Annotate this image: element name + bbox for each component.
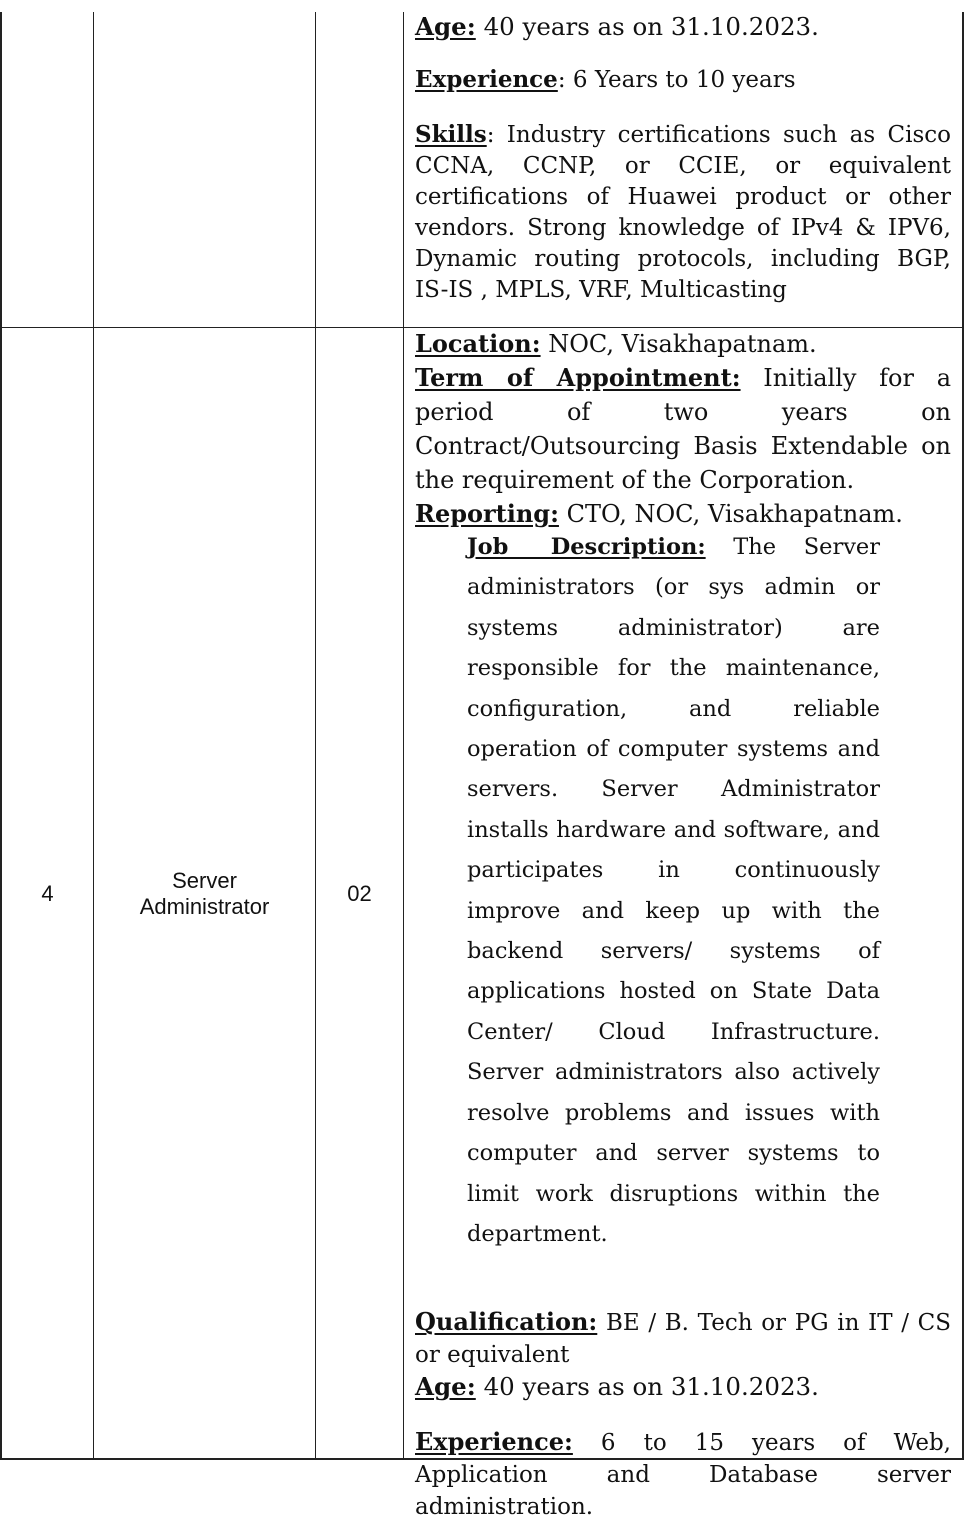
job-description-paragraph bbox=[467, 527, 880, 1254]
age-line bbox=[415, 11, 951, 42]
term-value: Initially for a period of two years on Contract/Outsourcing Basis Extendable on the requirement of the Corporation. bbox=[415, 364, 952, 494]
experience-line bbox=[415, 64, 951, 96]
job-description-label: Job Description: bbox=[467, 534, 706, 560]
requirements-block bbox=[415, 1306, 951, 1523]
server-details-cell bbox=[415, 327, 951, 1523]
post-name-cell bbox=[94, 868, 315, 920]
column-divider-3 bbox=[403, 12, 404, 1460]
experience-label: Experience bbox=[415, 66, 558, 93]
table-border-right bbox=[962, 12, 964, 1460]
post-name-line1: Server bbox=[172, 868, 237, 893]
experience-value-2: 6 to 15 years of Web, Application and Database server administration. bbox=[415, 1430, 951, 1521]
qualification-label: Qualification: bbox=[415, 1307, 598, 1337]
vacancies: 02 bbox=[347, 881, 372, 906]
post-name-line2: Administrator bbox=[139, 894, 270, 919]
table-border-left bbox=[0, 12, 2, 1460]
experience-label-2: Experience: bbox=[415, 1427, 573, 1457]
location-value: NOC, Visakhapatnam. bbox=[540, 330, 817, 358]
header-block bbox=[415, 327, 951, 531]
term-label: Term of Appointment: bbox=[415, 363, 741, 392]
age-value: 40 years as on 31.10.2023. bbox=[475, 12, 819, 41]
skills-label: Skills bbox=[415, 121, 487, 148]
age-line-2 bbox=[415, 1371, 951, 1403]
age-label-2: Age: bbox=[415, 1372, 476, 1402]
sl-no-cell bbox=[2, 880, 93, 908]
skills-value: : Industry certifications such as Cisco CCNA, CCNP, or CCIE, or equivalent certifications of Huawei product or other vendors. Strong knowledge of IPv4 & IPV6, Dynamic routing protocols, including BGP, IS-IS , MPLS, VRF, Multicasting bbox=[415, 122, 951, 303]
age-value-2: 40 years as on 31.10.2023. bbox=[475, 1372, 819, 1402]
age-label: Age: bbox=[415, 12, 476, 41]
reporting-label: Reporting: bbox=[415, 499, 559, 528]
qualification-paragraph bbox=[415, 1306, 951, 1371]
experience-paragraph-2 bbox=[415, 1426, 951, 1523]
sl-no: 4 bbox=[41, 881, 54, 906]
skills-paragraph bbox=[415, 119, 951, 306]
job-description-value: The Server administrators (or sys admin or systems administrator) are responsible for the maintenance, configuration, and reliable operation of computer systems and servers. Server Administrator installs hardware and software, and participates in continuously improve and keep up with the backend servers/ systems of applications hosted on State Data Center/ Cloud Infrastructure. Server administrators also actively resolve problems and issues with computer and server systems to limit work disruptions within the department. bbox=[467, 534, 880, 1247]
vacancies-cell bbox=[316, 880, 403, 908]
reporting-value: CTO, NOC, Visakhapatnam. bbox=[558, 500, 903, 528]
location-label: Location: bbox=[415, 329, 541, 358]
experience-value: : 6 Years to 10 years bbox=[557, 67, 796, 93]
column-divider-1 bbox=[93, 12, 94, 1460]
column-divider-2 bbox=[315, 12, 316, 1460]
qualification-value: BE / B. Tech or PG in IT / CS or equivalent bbox=[415, 1310, 951, 1369]
term-paragraph bbox=[415, 361, 951, 497]
top-row-details-cell bbox=[415, 11, 951, 306]
reporting-line bbox=[415, 497, 951, 531]
location-line bbox=[415, 327, 951, 361]
